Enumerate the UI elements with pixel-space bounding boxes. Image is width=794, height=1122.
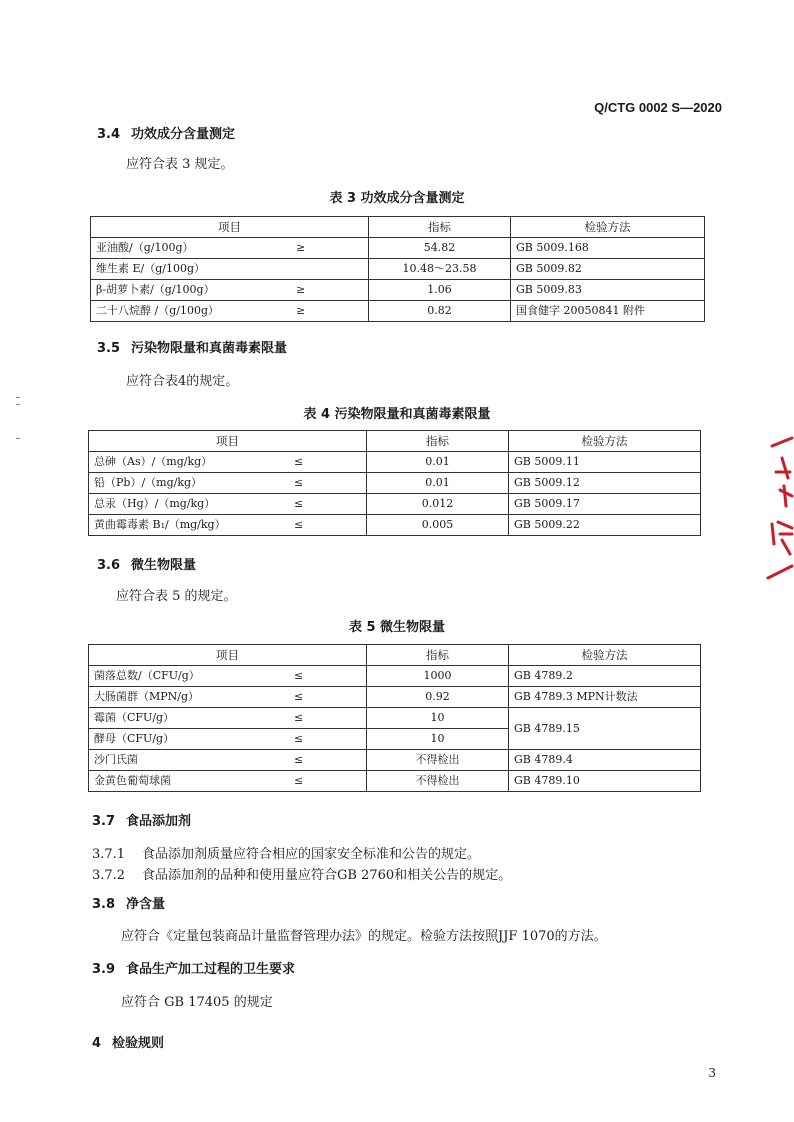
header-value: 指标: [369, 217, 511, 238]
comparison-symbol: ≥: [296, 304, 306, 317]
item-value: 0.012: [367, 494, 509, 515]
clause-text: 食品添加剂质量应符合相应的国家安全标准和公告的规定。: [142, 847, 481, 862]
test-method: GB 5009.11: [509, 452, 701, 473]
item-name: 大肠菌群（MPN/g）: [94, 690, 200, 703]
item-value: 10.48～23.58: [369, 259, 511, 280]
item-name: 二十八烷醇 /（g/100g）: [96, 304, 219, 317]
section-3-7-heading: [92, 810, 191, 829]
section-3-8-text: 应符合《定量包装商品计量监督管理办法》的规定。检验方法按照JJF 1070的方法。: [121, 929, 607, 944]
item-name: 酵母（CFU/g）: [94, 732, 175, 745]
section-3-6-text: 应符合表 5 的规定。: [116, 589, 237, 604]
table-header-row: [91, 217, 705, 238]
section-number: 3.5: [97, 341, 121, 356]
item-value: 0.01: [367, 473, 509, 494]
section-3-4-heading: [97, 123, 235, 142]
table-row: [89, 515, 701, 536]
header-item: 项目: [91, 217, 369, 238]
header-method: 检验方法: [509, 431, 701, 452]
test-method: GB 5009.82: [511, 259, 705, 280]
clause-text: 食品添加剂的品种和使用量应符合GB 2760和相关公告的规定。: [142, 868, 512, 883]
table-row: [89, 666, 701, 687]
section-title: 检验规则: [112, 1036, 165, 1051]
item-value: 1.06: [369, 280, 511, 301]
table-4: [88, 430, 701, 536]
table-row: [91, 259, 705, 280]
comparison-symbol: ≤: [294, 690, 304, 703]
test-method: 国食健字 20050841 附件: [511, 301, 705, 322]
section-title: 净含量: [126, 897, 166, 912]
section-number: 3.6: [97, 558, 121, 573]
section-title: 功效成分含量测定: [131, 127, 236, 142]
table-row: [89, 771, 701, 792]
test-method: GB 5009.22: [509, 515, 701, 536]
clause-3-7-1: [92, 843, 480, 862]
table-header-row: [89, 431, 701, 452]
table-4-caption: 表 4 污染物限量和真菌毒素限量: [303, 407, 491, 422]
comparison-symbol: ≤: [294, 455, 304, 468]
test-method: GB 4789.4: [509, 750, 701, 771]
section-number: 3.8: [92, 897, 116, 912]
document-number: Q/CTG 0002 S—2020: [594, 100, 722, 115]
section-number: 3.9: [92, 962, 116, 977]
item-name: 沙门氏菌: [94, 753, 138, 766]
section-number: 4: [92, 1036, 102, 1051]
item-name: 金黄色葡萄球菌: [94, 774, 171, 787]
item-value: 0.01: [367, 452, 509, 473]
comparison-symbol: ≥: [296, 283, 306, 296]
seal-stamp-icon: [758, 432, 794, 582]
test-method: GB 4789.15: [509, 708, 701, 750]
test-method: GB 4789.3 MPN计数法: [509, 687, 701, 708]
item-name: 铅（Pb）/（mg/kg）: [94, 476, 203, 489]
table-3: [90, 216, 705, 322]
section-title: 微生物限量: [131, 558, 197, 573]
table-row: [89, 708, 701, 729]
table-row: [91, 238, 705, 259]
section-3-5-text: 应符合表4的规定。: [126, 374, 239, 389]
test-method: GB 5009.17: [509, 494, 701, 515]
item-name: 亚油酸/（g/100g）: [96, 241, 194, 254]
table-row: [89, 750, 701, 771]
test-method: GB 4789.10: [509, 771, 701, 792]
item-value: 0.82: [369, 301, 511, 322]
clause-number: 3.7.1: [92, 847, 126, 862]
item-value: 54.82: [369, 238, 511, 259]
clause-3-7-2: [92, 864, 511, 883]
table-3-caption: 表 3 功效成分含量测定: [329, 191, 465, 206]
section-number: 3.4: [97, 127, 121, 142]
section-3-4-text: 应符合表 3 规定。: [126, 157, 234, 172]
item-name: 维生素 E/（g/100g）: [96, 262, 206, 275]
section-4-heading: [92, 1032, 164, 1051]
section-title: 食品生产加工过程的卫生要求: [126, 962, 296, 977]
comparison-symbol: ≤: [294, 732, 304, 745]
table-row: [91, 301, 705, 322]
header-value: 指标: [367, 645, 509, 666]
table-5: [88, 644, 701, 792]
section-3-9-heading: [92, 958, 295, 977]
item-name: 黄曲霉毒素 B₁/（mg/kg）: [94, 518, 226, 531]
test-method: GB 4789.2: [509, 666, 701, 687]
section-title: 污染物限量和真菌毒素限量: [131, 341, 288, 356]
table-row: [89, 452, 701, 473]
clause-number: 3.7.2: [92, 868, 126, 883]
header-item: 项目: [89, 431, 367, 452]
header-method: 检验方法: [511, 217, 705, 238]
test-method: GB 5009.12: [509, 473, 701, 494]
table-row: [89, 687, 701, 708]
section-title: 食品添加剂: [126, 814, 192, 829]
test-method: GB 5009.83: [511, 280, 705, 301]
table-row: [89, 473, 701, 494]
item-value: 不得检出: [367, 750, 509, 771]
item-value: 10: [367, 729, 509, 750]
comparison-symbol: ≥: [296, 241, 306, 254]
item-name: 霉菌（CFU/g）: [94, 711, 175, 724]
item-value: 不得检出: [367, 771, 509, 792]
comparison-symbol: ≤: [294, 753, 304, 766]
table-header-row: [89, 645, 701, 666]
item-name: 总砷（As）/（mg/kg）: [94, 455, 213, 468]
item-name: 菌落总数/（CFU/g）: [94, 669, 200, 682]
section-3-6-heading: [97, 554, 196, 573]
comparison-symbol: ≤: [294, 476, 304, 489]
section-3-9-text: 应符合 GB 17405 的规定: [121, 995, 273, 1010]
table-5-caption: 表 5 微生物限量: [348, 620, 446, 635]
test-method: GB 5009.168: [511, 238, 705, 259]
header-value: 指标: [367, 431, 509, 452]
section-3-5-heading: [97, 337, 287, 356]
page-number: 3: [708, 1066, 716, 1080]
item-value: 0.92: [367, 687, 509, 708]
item-value: 0.005: [367, 515, 509, 536]
item-name: β-胡萝卜素/（g/100g）: [96, 283, 215, 296]
header-method: 检验方法: [509, 645, 701, 666]
comparison-symbol: ≤: [294, 497, 304, 510]
item-value: 10: [367, 708, 509, 729]
item-value: 1000: [367, 666, 509, 687]
table-row: [91, 280, 705, 301]
item-name: 总汞（Hg）/（mg/kg）: [94, 497, 216, 510]
comparison-symbol: ≤: [294, 711, 304, 724]
comparison-symbol: ≤: [294, 669, 304, 682]
section-number: 3.7: [92, 814, 116, 829]
table-row: [89, 494, 701, 515]
comparison-symbol: ≤: [294, 518, 304, 531]
section-3-8-heading: [92, 893, 165, 912]
header-item: 项目: [89, 645, 367, 666]
comparison-symbol: ≤: [294, 774, 304, 787]
